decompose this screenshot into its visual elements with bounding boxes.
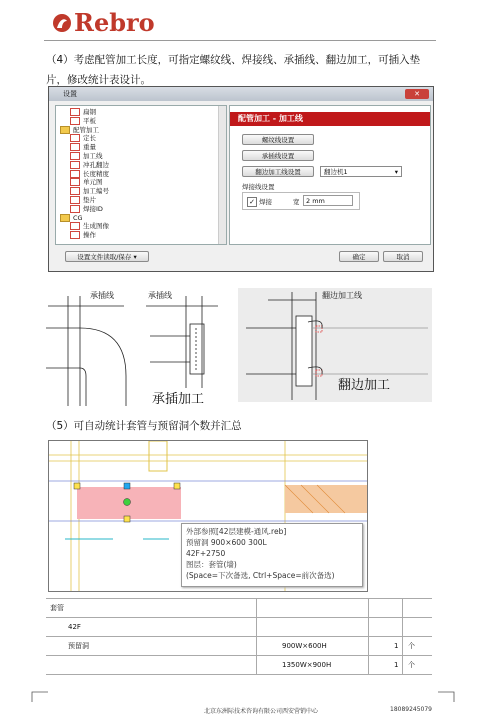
- flange-line-button[interactable]: 翻边加工线设置: [242, 166, 314, 177]
- chevron-down-icon: ▾: [394, 168, 398, 176]
- tree-item-label: 生成图像: [83, 222, 109, 231]
- table-cell: 1350W×900H: [282, 661, 332, 669]
- tree-item[interactable]: [70, 108, 96, 116]
- table-divider: [402, 637, 403, 655]
- table-row: [46, 599, 432, 618]
- width-label: 宽: [293, 198, 300, 206]
- section5-text: （5）可自动统计套管与预留洞个数并汇总: [46, 420, 242, 432]
- footer-phone: 18089245079: [390, 706, 432, 713]
- tree-item-label: 加工线: [83, 152, 103, 160]
- thread-line-button[interactable]: 螺纹线设置: [242, 134, 314, 145]
- socket-line-label-2: 承插线: [148, 291, 172, 300]
- rebro-logo: [52, 8, 162, 38]
- tree-item[interactable]: [70, 231, 96, 239]
- tree-item[interactable]: [70, 187, 109, 195]
- tree-item[interactable]: [70, 222, 109, 230]
- folder-icon: [60, 126, 70, 134]
- table-divider: [368, 599, 369, 617]
- table-row: [46, 637, 432, 656]
- footer-corner-left: [30, 690, 50, 704]
- tree-item-label: 操作: [83, 231, 96, 240]
- table-divider: [402, 656, 403, 674]
- flange-caption: 翻边加工: [338, 378, 391, 393]
- tree-item-label: 焊接ID: [83, 204, 103, 213]
- tree-item[interactable]: [60, 214, 83, 222]
- tree-item[interactable]: [70, 170, 109, 178]
- table-divider: [256, 599, 257, 617]
- item-icon: [70, 117, 80, 125]
- settings-dialog: [48, 86, 434, 272]
- table-divider: [368, 656, 369, 674]
- item-icon: [70, 231, 80, 239]
- table-cell: 个: [408, 661, 415, 669]
- tree-item[interactable]: [70, 117, 96, 125]
- settings-file-label: 设置文件读取/保存: [77, 253, 132, 261]
- table-row: [46, 656, 432, 675]
- settings-file-button[interactable]: 设置文件读取/保存 ▾: [65, 251, 149, 262]
- tree-item[interactable]: [70, 134, 96, 142]
- tree-item-label: 加工编号: [83, 187, 109, 196]
- tree-scrollbar[interactable]: [218, 106, 226, 244]
- item-icon: [70, 143, 80, 151]
- table-divider: [368, 618, 369, 636]
- table-divider: [256, 637, 257, 655]
- socket-caption: 承插加工: [152, 388, 204, 407]
- item-icon: [70, 178, 80, 186]
- table-cell: 1: [394, 642, 399, 650]
- tree-item-label: CG: [73, 213, 83, 222]
- item-icon: [70, 196, 80, 204]
- footer-org: 北京东洲际技术咨询有限公司西安营销中心: [204, 708, 319, 715]
- tree-item[interactable]: [60, 126, 99, 134]
- tooltip-line-2: 预留洞 900×600 300L: [186, 538, 267, 547]
- weld-group-box: [242, 192, 360, 210]
- cad-viewport: [48, 440, 368, 592]
- sleeve-summary-table: [46, 598, 432, 675]
- tree-item-label: 平板: [83, 116, 96, 125]
- ok-button[interactable]: 确定: [339, 251, 379, 262]
- weld-checkbox-label: 焊接: [259, 198, 272, 206]
- dialog-title: 设置: [49, 87, 433, 101]
- logo-text: Rebro: [74, 8, 155, 37]
- item-icon: [70, 152, 80, 160]
- settings-panel: [229, 105, 431, 245]
- tree-item-label: 定长: [83, 134, 96, 143]
- item-icon: [70, 187, 80, 195]
- item-icon: [70, 134, 80, 142]
- footer-corner-right: [436, 690, 456, 704]
- element-tooltip: [181, 523, 363, 587]
- flange-machine-select[interactable]: [320, 166, 402, 177]
- item-icon: [70, 170, 80, 178]
- flange-drawing: [238, 288, 432, 402]
- width-input[interactable]: 2 mm: [303, 195, 353, 206]
- header-divider: [44, 40, 436, 41]
- tree-item-label: 长度精度: [83, 169, 109, 178]
- table-cell: 预留洞: [68, 642, 89, 650]
- tree-item[interactable]: [70, 152, 103, 160]
- tree-item-label: 配管加工: [73, 125, 99, 134]
- table-cell: 个: [408, 642, 415, 650]
- settings-tree: [55, 105, 227, 245]
- tooltip-line-1: 外部参照[42层建模-通风.reb]: [186, 527, 287, 536]
- item-icon: [70, 108, 80, 116]
- tree-item[interactable]: [70, 205, 103, 213]
- table-divider: [402, 618, 403, 636]
- flange-figure: [238, 288, 432, 402]
- weld-group-label: 焊接线设置: [242, 183, 275, 191]
- section4-text: （4）考虑配管加工长度，可指定螺纹线、焊接线、承插线、翻边加工，可插入垫片，修改统计表设计。: [46, 54, 421, 86]
- cancel-button[interactable]: 取消: [383, 251, 423, 262]
- flange-line-label: 翻边加工线: [322, 291, 362, 300]
- tree-item-label: 单元图: [83, 178, 103, 187]
- tree-item-label: 垫片: [83, 196, 96, 204]
- item-icon: [70, 222, 80, 230]
- tree-item-label: 冲孔翻边: [83, 160, 109, 169]
- tree-item[interactable]: [70, 178, 103, 186]
- flange-machine-value: 翻边机1: [324, 168, 348, 176]
- item-icon: [70, 205, 80, 213]
- tooltip-line-4: 图层：套管(墙): [186, 560, 237, 569]
- close-button[interactable]: ✕: [405, 89, 429, 99]
- logo-emblem-icon: [52, 12, 72, 34]
- table-cell: 1: [394, 661, 399, 669]
- table-row: [46, 618, 432, 637]
- item-icon: [70, 161, 80, 169]
- folder-icon: [60, 214, 70, 222]
- table-divider: [256, 618, 257, 636]
- tree-item-label: 重量: [83, 143, 96, 152]
- weld-checkbox[interactable]: ✓: [247, 197, 257, 207]
- tooltip-line-5: (Space=下次备选, Ctrl+Space=前次备选): [186, 571, 335, 580]
- tree-item[interactable]: [70, 143, 96, 151]
- tooltip-line-3: 42F+2750: [186, 549, 226, 558]
- tree-item[interactable]: [70, 196, 96, 204]
- table-cell: 42F: [68, 623, 81, 631]
- table-cell: 套管: [50, 604, 64, 612]
- table-divider: [368, 637, 369, 655]
- socket-line-button[interactable]: 承插线设置: [242, 150, 314, 161]
- table-cell: 900W×600H: [282, 642, 327, 650]
- panel-title: 配管加工 - 加工线: [230, 112, 430, 126]
- table-divider: [256, 656, 257, 674]
- tree-item[interactable]: [70, 161, 109, 169]
- socket-line-label-1: 承插线: [90, 291, 114, 300]
- table-divider: [402, 599, 403, 617]
- tree-item-label: 扁钢: [83, 108, 96, 116]
